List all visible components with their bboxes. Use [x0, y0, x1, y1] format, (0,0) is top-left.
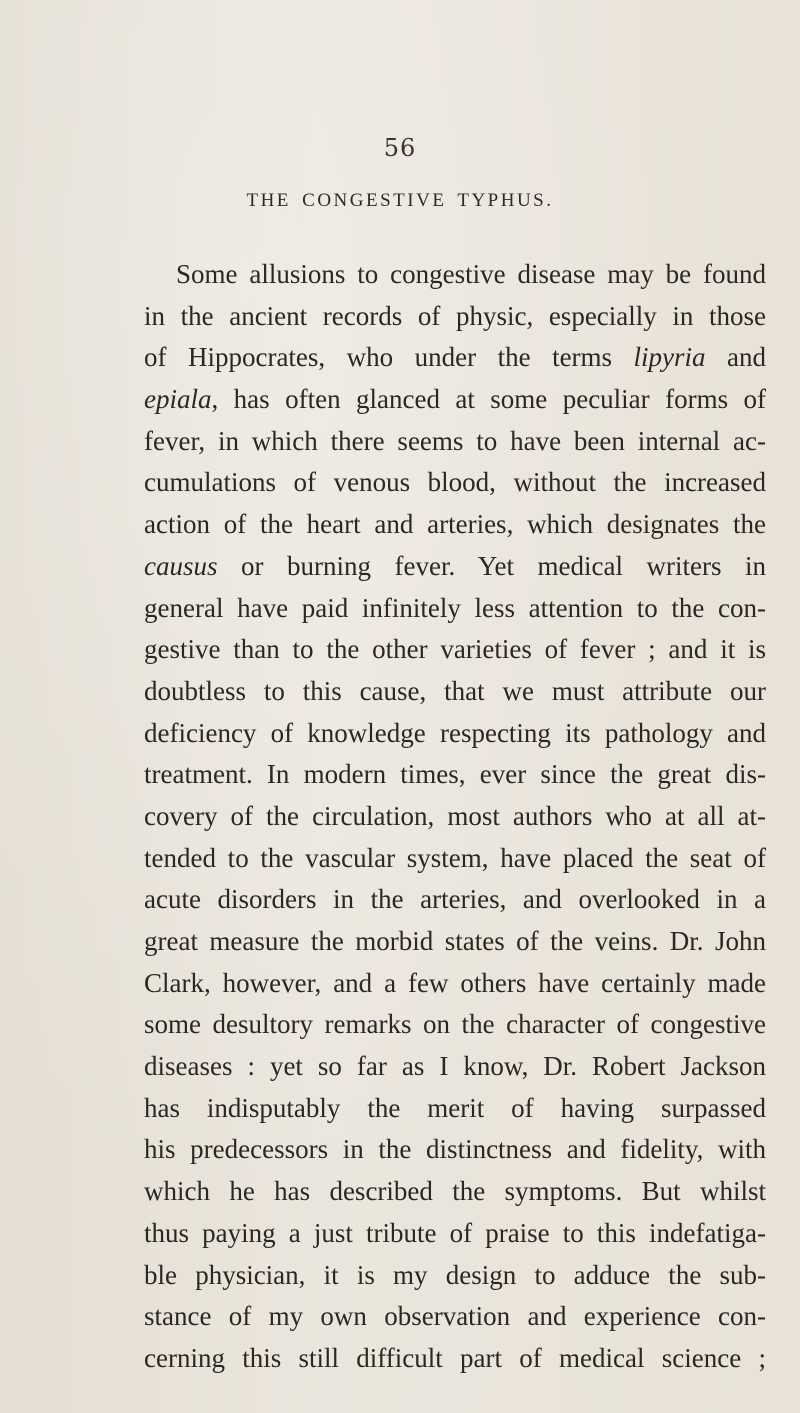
text-line: general have paid infinitely less attention to the con- [144, 592, 766, 623]
text-line: cumulations of venous blood, without the increased [144, 467, 766, 498]
text-line: covery of the circulation, most authors who at all at- [144, 800, 766, 831]
latin-term: epiala [144, 384, 212, 415]
text-line: causus or burning fever. Yet medical writers in [144, 550, 766, 581]
text-line: acute disorders in the arteries, and overlooked in a [144, 884, 766, 915]
text-line: action of the heart and arteries, which designates the [144, 509, 766, 540]
text-line: diseases : yet so far as I know, Dr. Robert Jackson [144, 1051, 766, 1082]
text-line: fever, in which there seems to have been internal ac- [144, 425, 766, 456]
running-head: THE CONGESTIVE TYPHUS. [246, 190, 554, 211]
body-text [144, 254, 766, 1380]
text-line: stance of my own observation and experience con- [144, 1301, 766, 1332]
text-line: cerning this still difficult part of medical science ; [144, 1342, 766, 1373]
page-number: 56 [383, 134, 417, 162]
text-line: Clark, however, and a few others have certainly made [144, 967, 766, 998]
text-line: ble physician, it is my design to adduce the sub- [144, 1259, 766, 1290]
text-line: thus paying a just tribute of praise to this indefatiga- [144, 1217, 766, 1248]
text-line: deficiency of knowledge respecting its pathology and [144, 717, 766, 748]
text-line: some desultory remarks on the character of congestive [144, 1009, 766, 1040]
text-line: gestive than to the other varieties of fever ; and it is [144, 634, 766, 665]
text-line: of Hippocrates, who under the terms lipyria and [144, 342, 766, 373]
text-line: doubtless to this cause, that we must attribute our [144, 675, 766, 706]
text-line: Some allusions to congestive disease may be found [176, 259, 766, 289]
latin-term: lipyria [633, 342, 706, 373]
latin-term: causus [144, 550, 218, 581]
text-line: epiala, has often glanced at some peculiar forms of [144, 384, 766, 415]
text-line: tended to the vascular system, have placed the seat of [144, 842, 766, 873]
text-line: has indisputably the merit of having surpassed [144, 1092, 766, 1123]
text-line: in the ancient records of physic, especially in those [144, 300, 766, 331]
text-line: great measure the morbid states of the veins. Dr. John [144, 926, 766, 956]
text-line: which he has described the symptoms. But whilst [144, 1176, 766, 1207]
text-line: his predecessors in the distinctness and fidelity, with [144, 1134, 766, 1165]
text-line: treatment. In modern times, ever since the great dis- [144, 759, 766, 790]
